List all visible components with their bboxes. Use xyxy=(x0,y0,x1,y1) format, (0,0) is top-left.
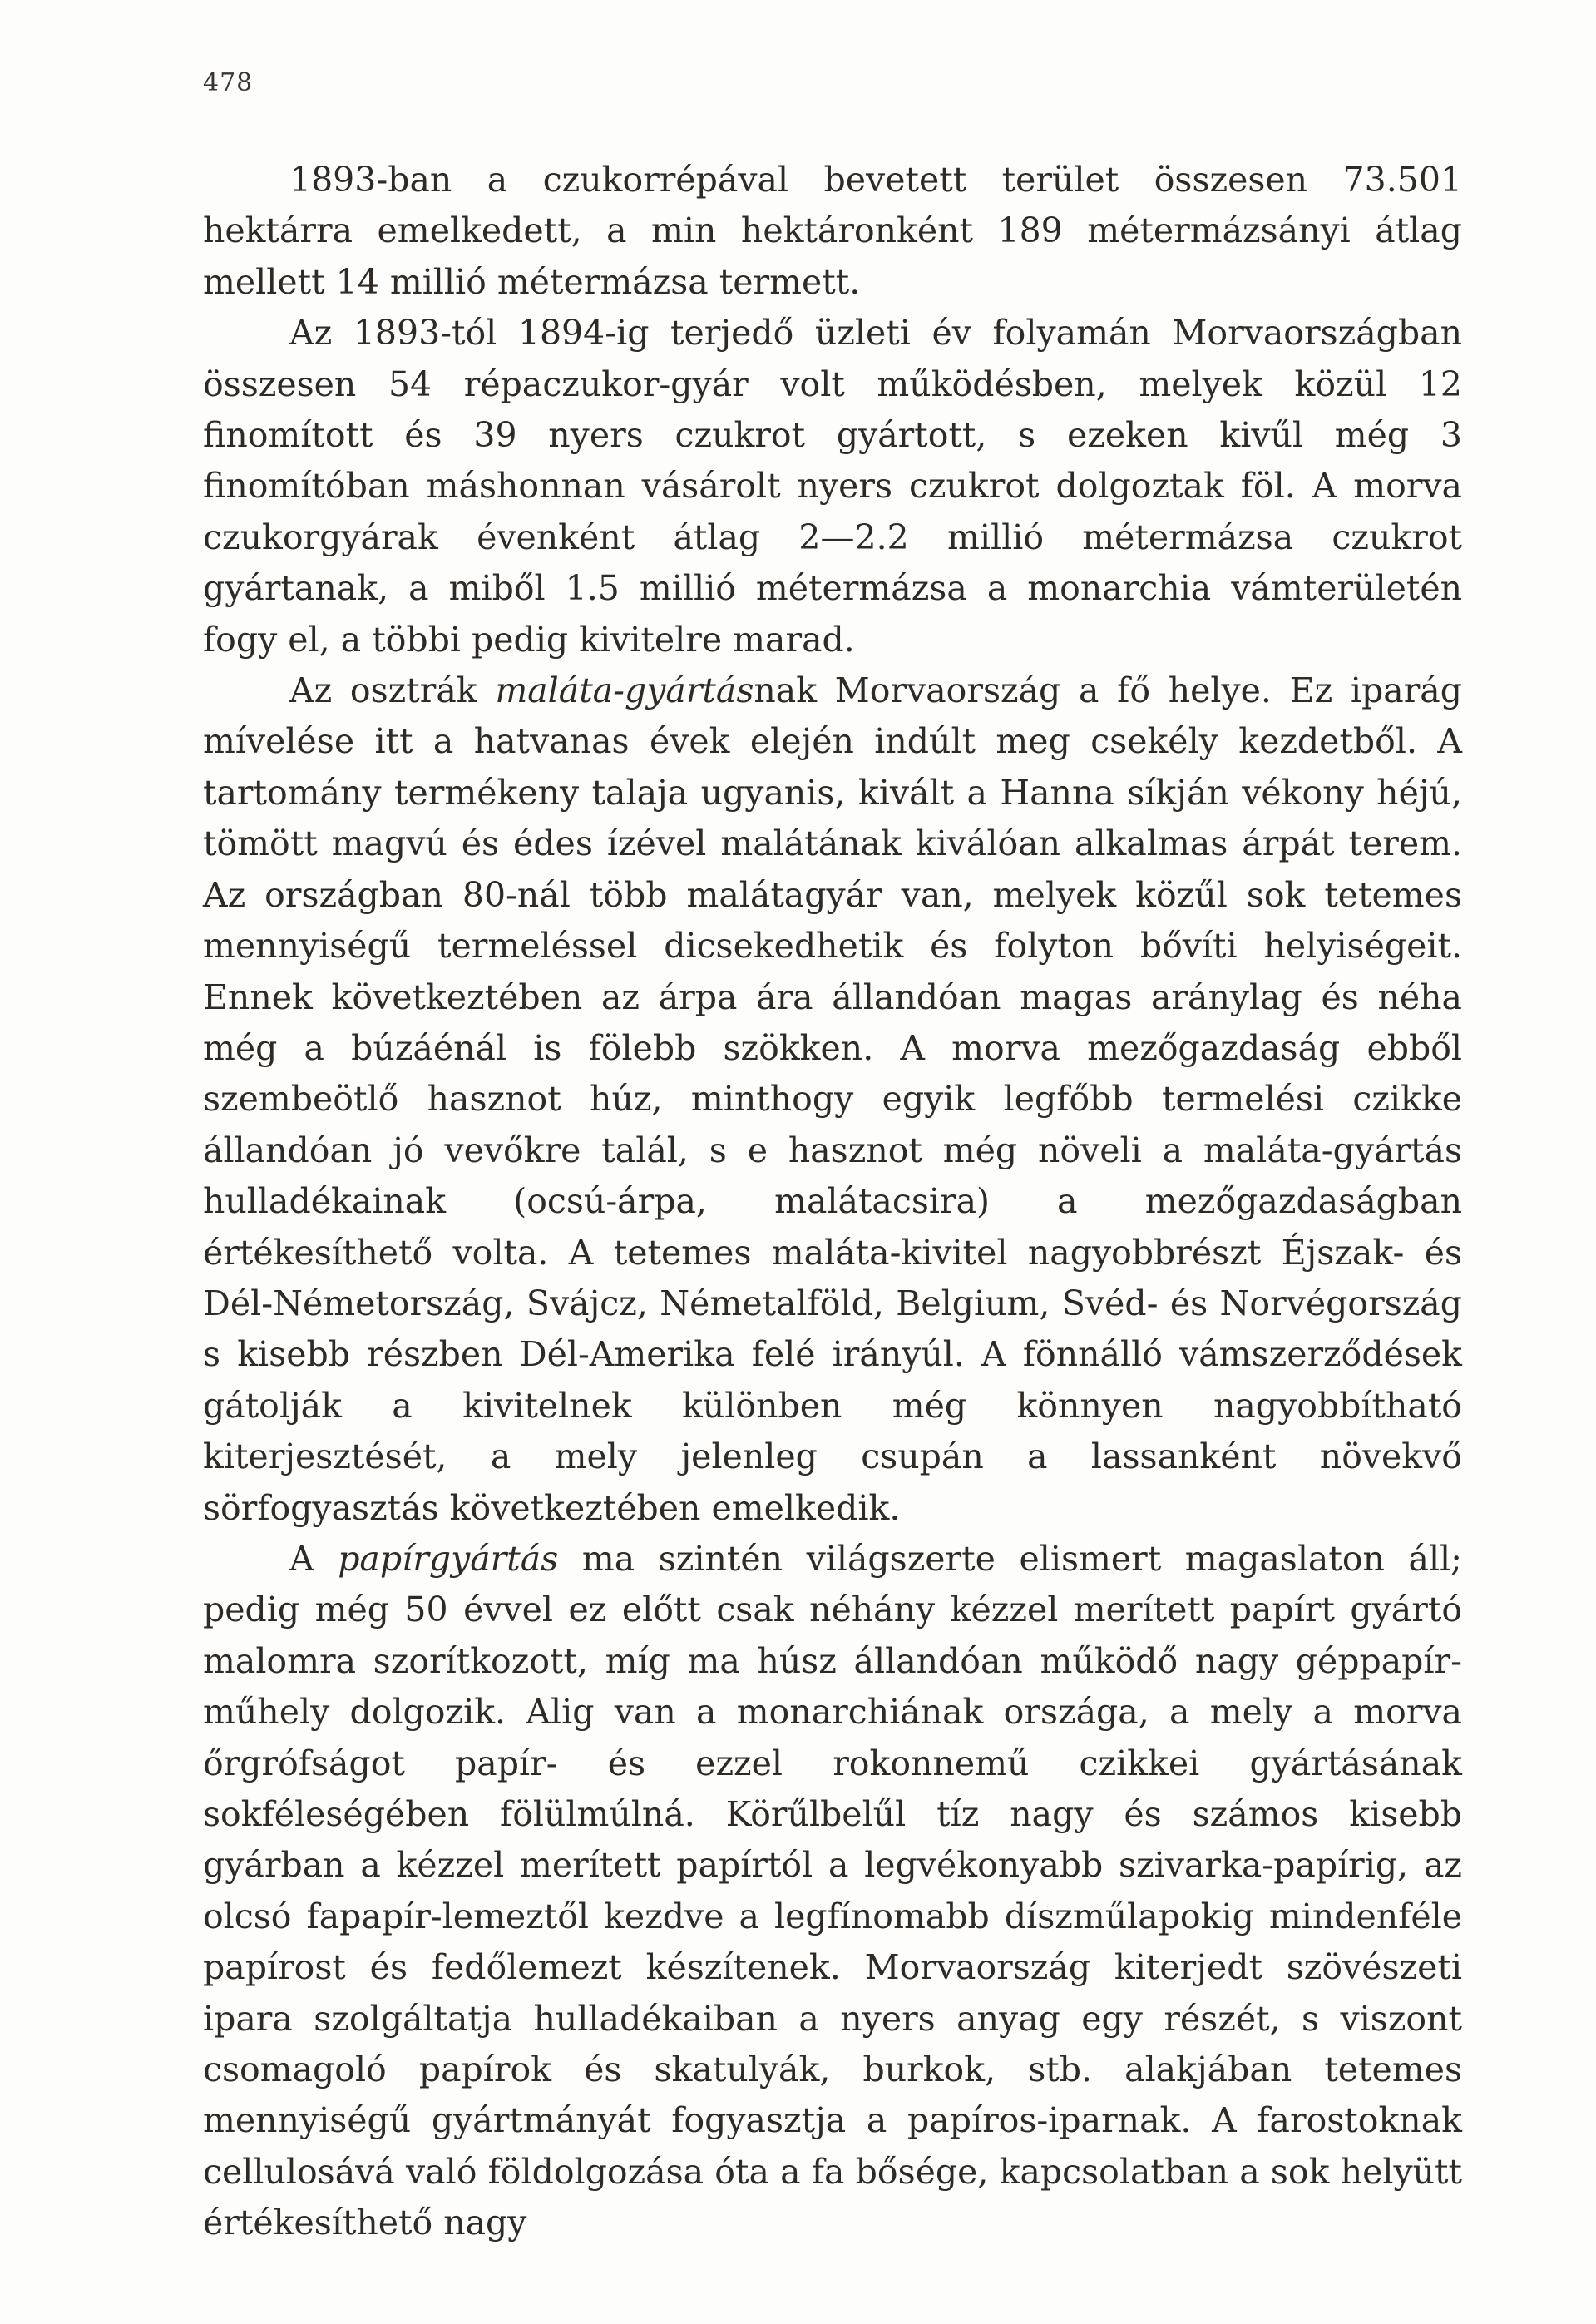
emphasis-paper-production: papírgyártás xyxy=(338,1538,559,1579)
paragraph-malt-intro: Az osztrák xyxy=(289,670,496,711)
paragraph-malt-production xyxy=(203,665,1462,1534)
paragraph-paper-production xyxy=(203,1534,1462,2249)
body-text xyxy=(203,155,1462,2249)
paragraph-paper-intro: A xyxy=(289,1538,338,1579)
emphasis-malt-production: maláta-gyártás xyxy=(495,670,754,711)
paragraph-paper-body: ma szintén világszerte elismert magaslaton áll; pedig még 50 évvel ez előtt csak néhány kézzel merített papírt gyártó malomra szorítkozott, míg ma húsz állandóan működő nagy géppapír-műhely dolgozik. Alig van a monarchiának országa, a mely a morva őrgrófságot papír- és ezzel rokonnemű czikkei gyártásának sokféleségében fölülmúlná. Körűlbelűl tíz nagy és számos kisebb gyárban a kézzel merített papírtól a legvékonyabb szivarka-papírig, az olcsó fapapír-lemeztől kezdve a legfínomabb díszműlapokig mindenféle papírost és fedőlemezt készítenek. Morvaország kiterjedt szövészeti ipara szolgáltatja hulladékaiban a nyers anyag egy részét, s viszont csomagoló papírok és skatulyák, burkok, stb. alakjában tetemes mennyiségű gyártmányát fogyasztja a papíros-iparnak. A farostoknak cellulosává való földolgozása óta a fa bősége, kapcsolatban a sok helyütt értékesíthető nagy xyxy=(203,1538,1462,2243)
page-number: 478 xyxy=(203,68,254,97)
paragraph-sugar-beet-area: 1893-ban a czukorrépával bevetett terület összesen 73.501 hektárra emelkedett, a min hektáronként 189 métermázsányi átlag mellett 14 millió métermázsa termett. xyxy=(203,160,1462,302)
paragraph-malt-body: nak Morvaország a fő helye. Ez iparág mívelése itt a hatvanas évek elején indúlt meg csekély kezdetből. A tartomány termékeny talaja ugyanis, kivált a Hanna síkján vékony héjú, tömött magvú és édes ízével malátának kiválóan alkalmas árpát terem. Az országban 80-nál több malátagyár van, melyek közűl sok tetemes mennyiségű termeléssel dicsekedhetik és folyton bővíti helyiségeit. Ennek következtében az árpa ára állandóan magas aránylag és néha még a búzáénál is fölebb szökken. A morva mezőgazdaság ebből szembeötlő hasznot húz, minthogy egyik legfőbb termelési czikke állandóan jó vevőkre talál, s e hasznot még növeli a maláta-gyártás hulladékainak (ocsú-árpa, malátacsira) a mezőgazdaságban értékesíthető volta. A tetemes maláta-kivitel nagyobbrészt Éjszak- és Dél-Németország, Svájcz, Németalföld, Belgium, Svéd- és Norvégország s kisebb részben Dél-Amerika felé irányúl. A fönnálló vámszerződések gátolják a kivitelnek különben még könnyen nagyobbítható kiterjesztését, a mely jelenleg csupán a lassanként növekvő sörfogyasztás következtében emelkedik. xyxy=(203,670,1463,1528)
paragraph-sugar-factories: Az 1893-tól 1894-ig terjedő üzleti év folyamán Morvaországban összesen 54 répaczukor-gyár volt működésben, melyek közül 12 finomított és 39 nyers czukrot gyártott, s ezeken kivűl még 3 finomítóban máshonnan vásárolt nyers czukrot dolgoztak föl. A morva czukorgyárak évenként átlag 2—2.2 millió métermázsa czukrot gyártanak, a miből 1.5 millió métermázsa a monarchia vámterületén fogy el, a többi pedig kivitelre marad. xyxy=(203,313,1462,660)
